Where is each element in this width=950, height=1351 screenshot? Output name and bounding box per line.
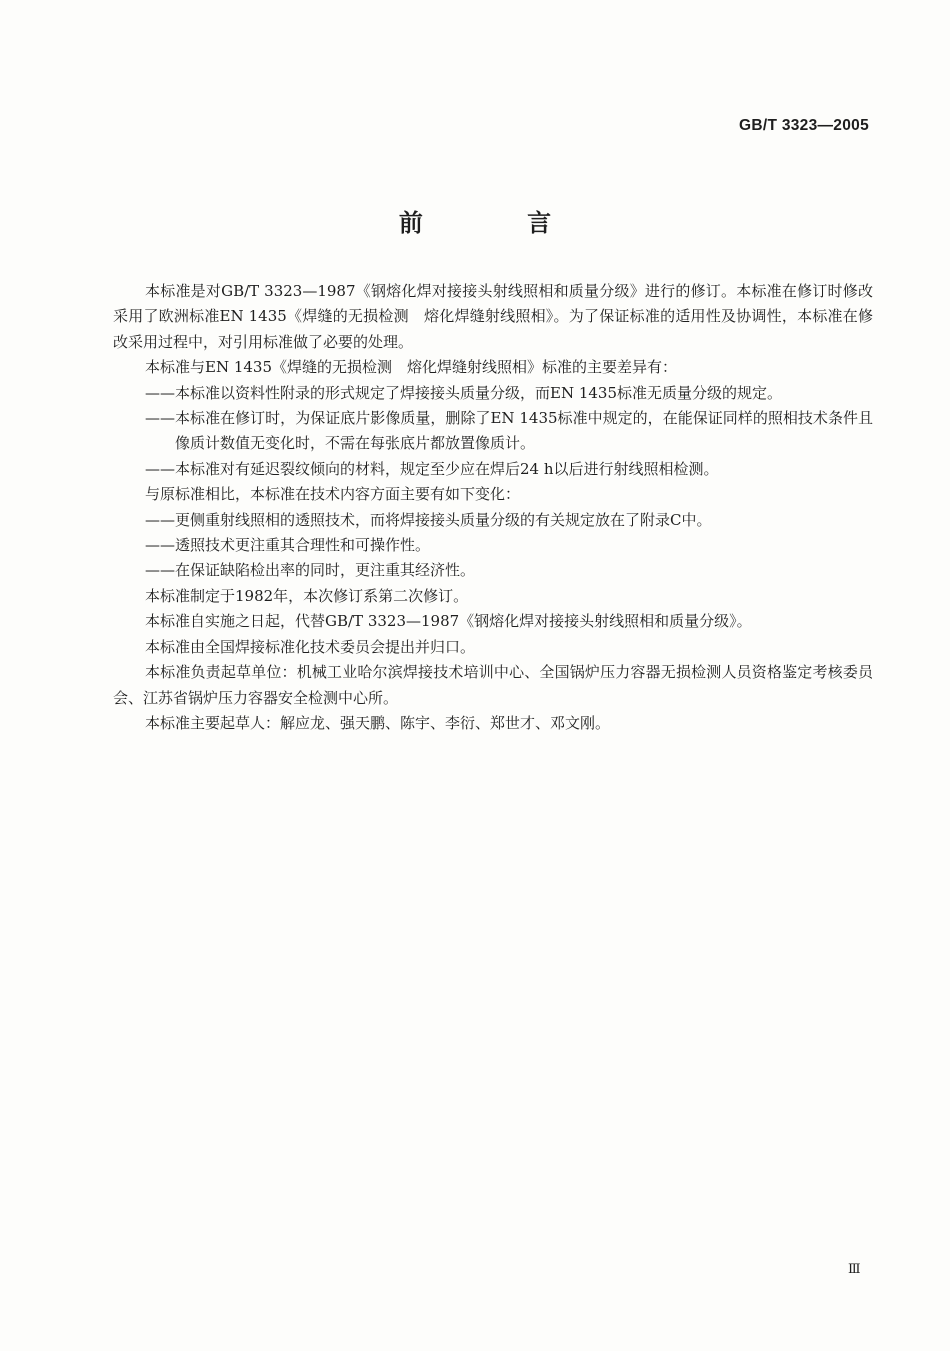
- paragraph-proposer: 本标准由全国焊接标准化技术委员会提出并归口。: [145, 637, 476, 656]
- standard-code: GB/T 3323—2005: [739, 117, 869, 134]
- paragraph-replaces: 本标准自实施之日起，代替GB/T 3323—1987《钢熔化焊对接接头射线照相和质量分级》。: [145, 612, 752, 631]
- paragraph-changes-intro: 与原标准相比，本标准在技术内容方面主要有如下变化：: [145, 485, 521, 504]
- list-item-difference: ——本标准在修订时，为保证底片影像质量，删除了EN 1435标准中规定的，在能保证同样的照相技术条件且像质计数值无变化时，不需在每张底片都放置像质计。: [145, 409, 873, 453]
- list-item-difference: ——本标准对有延迟裂纹倾向的材料，规定至少应在焊后24 h以后进行射线照相检测。: [145, 459, 719, 478]
- paragraph-drafters: 本标准主要起草人：解应龙、强天鹏、陈宇、李衍、郑世才、邓文刚。: [145, 713, 611, 732]
- paragraph-history: 本标准制定于1982年，本次修订系第二次修订。: [145, 586, 469, 605]
- paragraph-drafting-units: 本标准负责起草单位：机械工业哈尔滨焊接技术培训中心、全国锅炉压力容器无损检测人员资格鉴定考核委员会、江苏省锅炉压力容器安全检测中心所。: [113, 663, 873, 707]
- paragraph-differences-intro: 本标准与EN 1435《焊缝的无损检测 熔化焊缝射线照相》标准的主要差异有：: [145, 358, 678, 377]
- page-title: 前 言: [398, 208, 600, 237]
- list-item-change: ——在保证缺陷检出率的同时，更注重其经济性。: [145, 561, 476, 580]
- list-item-difference: ——本标准以资料性附录的形式规定了焊接接头质量分级，而EN 1435标准无质量分级的规定。: [145, 383, 783, 402]
- foreword-body: [113, 279, 873, 736]
- list-item-change: ——更侧重射线照相的透照技术，而将焊接接头质量分级的有关规定放在了附录C中。: [145, 510, 712, 529]
- page-number: Ⅲ: [848, 1262, 861, 1277]
- list-item-change: ——透照技术更注重其合理性和可操作性。: [145, 536, 431, 555]
- paragraph-revision-basis: 本标准是对GB/T 3323—1987《钢熔化焊对接接头射线照相和质量分级》进行的修订。本标准在修订时修改采用了欧洲标准EN 1435《焊缝的无损检测 熔化焊缝射线照相》。为了保证标准的适用性及协调性，本标准在修改采用过程中，对引用标准做了必要的处理。: [113, 282, 873, 351]
